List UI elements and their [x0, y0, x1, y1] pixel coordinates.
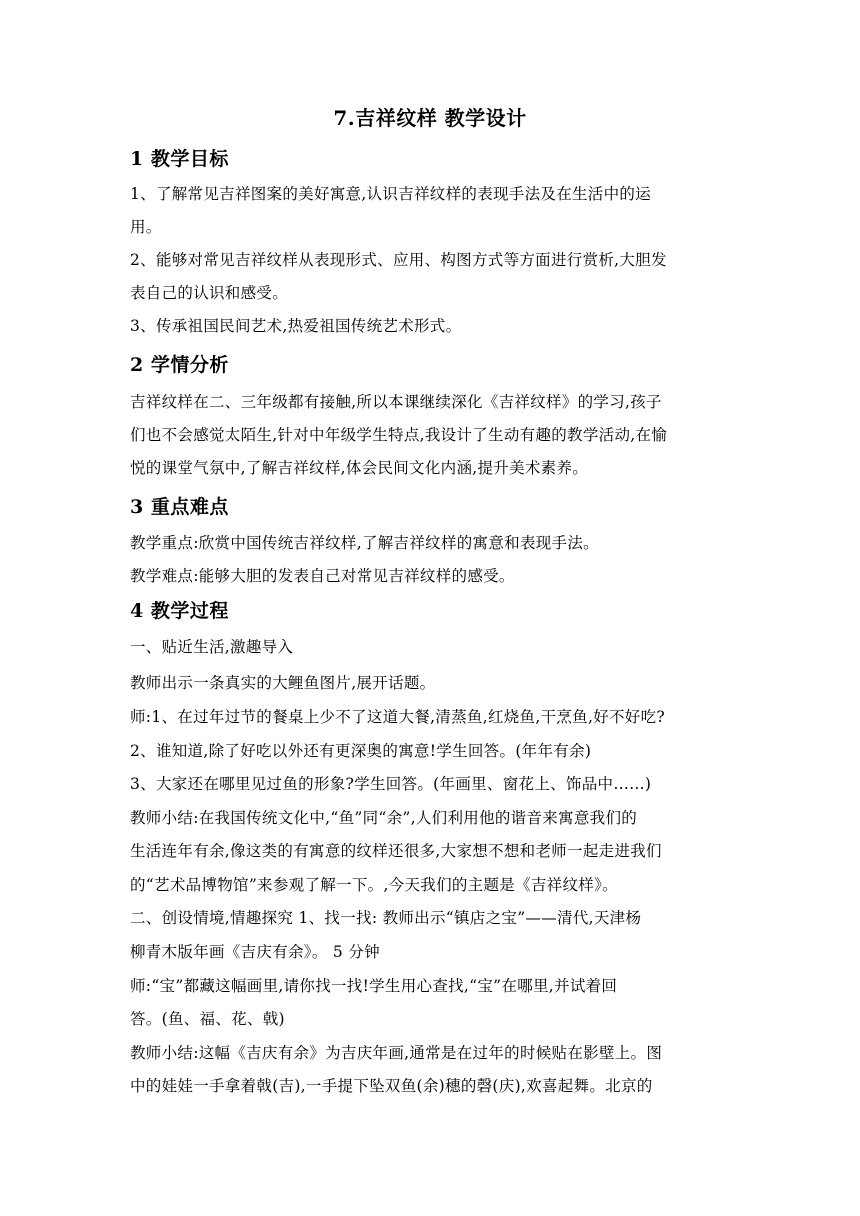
paragraph-line: 教师小结:在我国传统文化中,“鱼”同“余”,人们利用他的谐音来寓意我们的 [130, 809, 638, 827]
paragraph-line: 二、创设情境,情趣探究 1、找一找: 教师出示“镇店之宝”——清代,天津杨 [130, 909, 642, 927]
paragraph-line: 师:“宝”都藏这幅画里,请你找一找!学生用心查找,“宝”在哪里,并试着回 [130, 977, 618, 995]
paragraph-line: 一、贴近生活,激趣导入 [130, 638, 294, 656]
paragraph-line: 生活连年有余,像这类的有寓意的纹样还很多,大家想不想和老师一起走进我们 [130, 842, 662, 860]
paragraph-line: 用。 [130, 218, 162, 236]
paragraph-line: 师:1、在过年过节的餐桌上少不了这道大餐,清蒸鱼,红烧鱼,干烹鱼,好不好吃? [130, 708, 666, 726]
paragraph-line: 柳青木版年画《吉庆有余》。 5 分钟 [130, 943, 380, 961]
paragraph-line: 答。(鱼、福、花、戟) [130, 1010, 285, 1028]
paragraph-line: 教师出示一条真实的大鲤鱼图片,展开话题。 [130, 674, 436, 692]
document-title: 7.吉祥纹样 教学设计 [333, 106, 527, 130]
paragraph-line: 吉祥纹样在二、三年级都有接触,所以本课继续深化《吉祥纹样》的学习,孩子 [130, 393, 662, 411]
paragraph-line: 教学重点:欣赏中国传统吉祥纹样,了解吉祥纹样的寓意和表现手法。 [130, 534, 599, 552]
section-heading-process: 4 教学过程 [130, 600, 229, 622]
paragraph-line: 教师小结:这幅《吉庆有余》为吉庆年画,通常是在过年的时候贴在影壁上。图 [130, 1044, 663, 1062]
paragraph-line: 3、传承祖国民间艺术,热爱祖国传统艺术形式。 [130, 317, 462, 335]
paragraph-line: 中的娃娃一手拿着戟(吉),一手提下坠双鱼(余)穗的磬(庆),欢喜起舞。北京的 [130, 1077, 653, 1095]
paragraph-line: 表自己的认识和感受。 [130, 284, 289, 302]
section-heading-key-points: 3 重点难点 [130, 496, 229, 518]
paragraph-line: 3、大家还在哪里见过鱼的形象?学生回答。(年画里、窗花上、饰品中……) [130, 775, 652, 793]
paragraph-line: 的“艺术品博物馆”来参观了解一下。,今天我们的主题是《吉祥纹样》。 [130, 876, 618, 894]
paragraph-line: 2、能够对常见吉祥纹样从表现形式、应用、构图方式等方面进行赏析,大胆发 [130, 251, 667, 269]
paragraph-line: 们也不会感觉太陌生,针对中年级学生特点,我设计了生动有趣的教学活动,在愉 [130, 426, 668, 444]
section-heading-analysis: 2 学情分析 [130, 354, 229, 376]
paragraph-line: 教学难点:能够大胆的发表自己对常见吉祥纹样的感受。 [130, 567, 515, 585]
paragraph-line: 2、谁知道,除了好吃以外还有更深奥的寓意!学生回答。(年年有余) [130, 742, 592, 760]
paragraph-line: 悦的课堂气氛中,了解吉祥纹样,体会民间文化内涵,提升美术素养。 [130, 459, 589, 477]
paragraph-line: 1、了解常见吉祥图案的美好寓意,认识吉祥纹样的表现手法及在生活中的运 [130, 185, 651, 203]
section-heading-objectives: 1 教学目标 [130, 148, 229, 170]
